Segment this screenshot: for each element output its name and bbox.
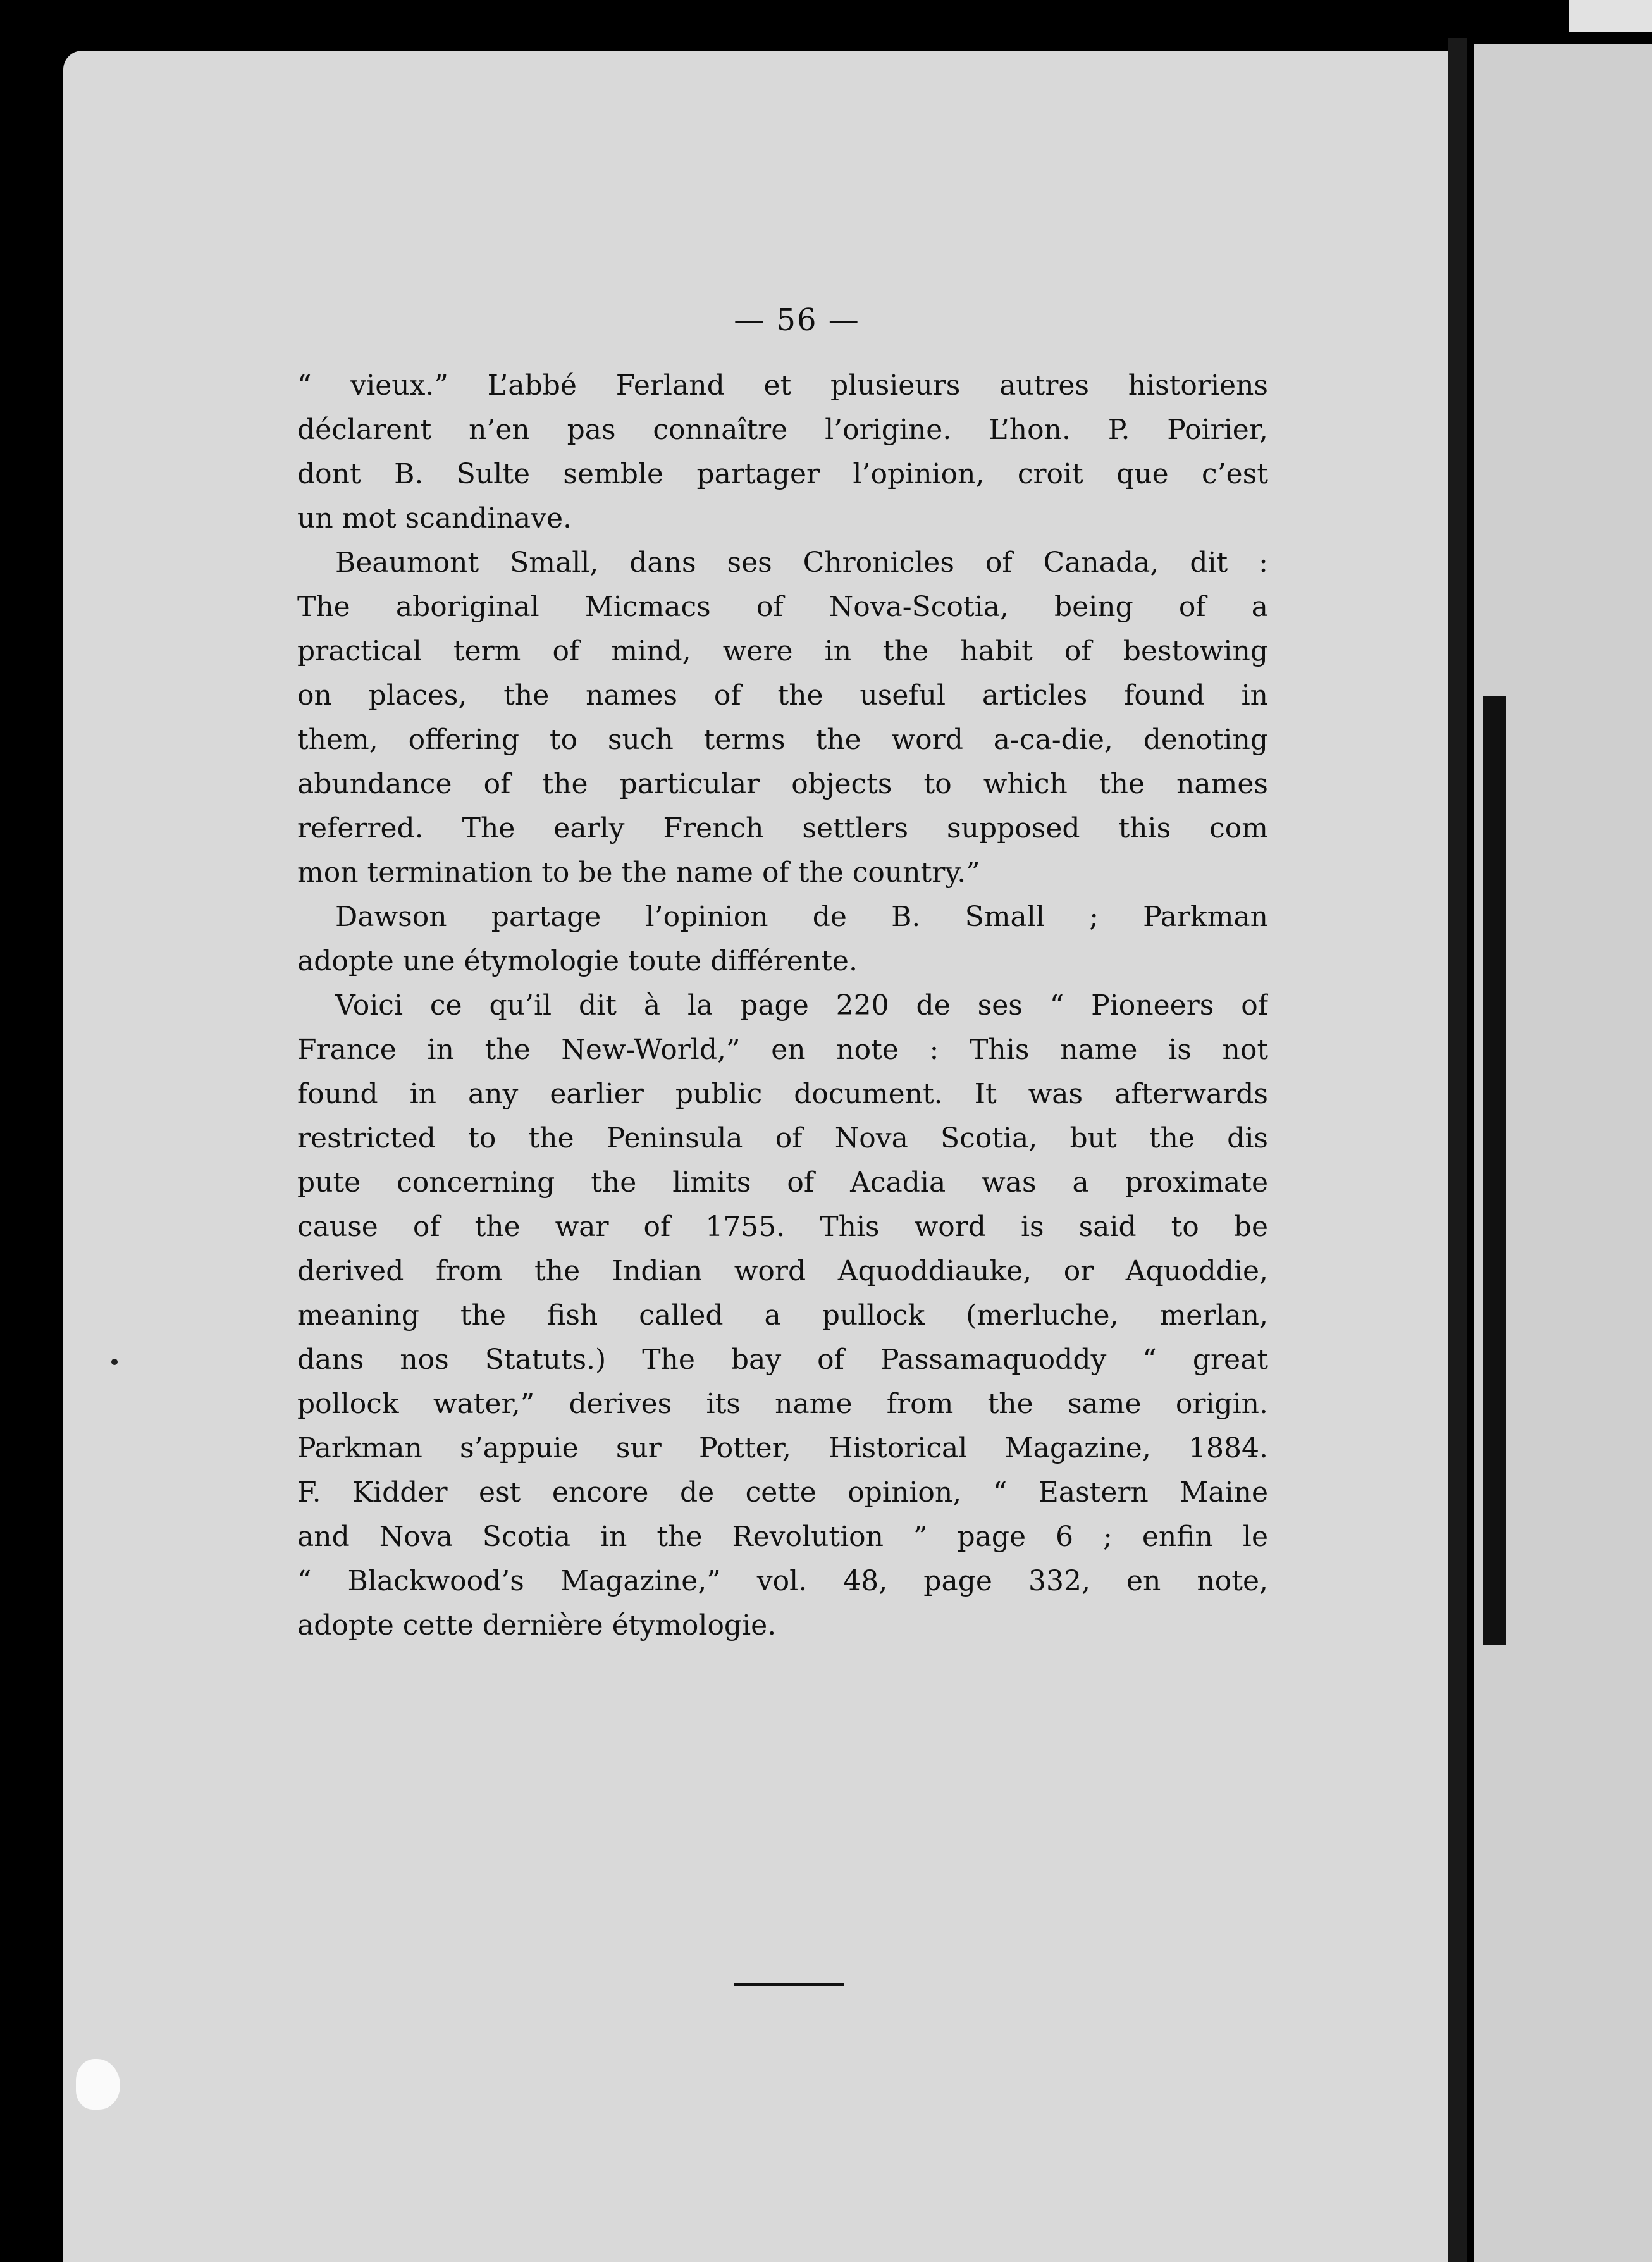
text-line: meaning the fish called a pullock (merluche, merlan, — [297, 1299, 1268, 1332]
text-line: referred. The early French settlers supposed this com — [297, 812, 1268, 844]
text-line: on places, the names of the useful articles found in — [297, 679, 1268, 712]
text-line: adopte une étymologie toute différente. — [297, 945, 858, 977]
section-end-rule — [734, 1983, 844, 1986]
text-line: practical term of mind, were in the habit of bestowing — [297, 635, 1268, 667]
text-line: un mot scandinave. — [297, 502, 572, 535]
text-line: adopte cette dernière étymologie. — [297, 1609, 777, 1641]
text-line: Voici ce qu’il dit à la page 220 de ses “ Pioneers of — [335, 989, 1268, 1022]
text-line: derived from the Indian word Aquoddiauke, or Aquoddie, — [297, 1255, 1268, 1287]
body-text — [297, 364, 1268, 1648]
text-line: them, offering to such terms the word a-ca-die, denoting — [297, 724, 1268, 756]
book-spine-shadow — [1448, 38, 1467, 2262]
text-line: pollock water,” derives its name from the same origin. — [297, 1388, 1268, 1420]
facing-page-shadow — [1483, 696, 1506, 1645]
text-line: France in the New-World,” en note : This name is not — [297, 1034, 1268, 1066]
text-line: Dawson partage l’opinion de B. Small ; Parkman — [335, 901, 1268, 933]
text-line: F. Kidder est encore de cette opinion, “ Eastern Maine — [297, 1476, 1268, 1509]
text-line: abundance of the particular objects to which the names — [297, 768, 1268, 800]
text-line: and Nova Scotia in the Revolution ” page 6 ; enfin le — [297, 1521, 1268, 1553]
margin-speck — [111, 1359, 118, 1365]
paper-blemish — [76, 2059, 120, 2110]
text-line: “ vieux.” L’abbé Ferland et plusieurs autres historiens — [297, 369, 1268, 402]
text-line: Parkman s’appuie sur Potter, Historical Magazine, 1884. — [297, 1432, 1268, 1464]
text-line: “ Blackwood’s Magazine,” vol. 48, page 332, en note, — [297, 1565, 1268, 1597]
page-number: — 56 — — [734, 302, 860, 338]
text-line: restricted to the Peninsula of Nova Scotia, but the dis — [297, 1122, 1268, 1154]
text-line: mon termination to be the name of the country.” — [297, 856, 980, 889]
text-line: The aboriginal Micmacs of Nova-Scotia, being of a — [297, 591, 1268, 623]
corner-scan-artifact — [1569, 0, 1652, 32]
text-line: pute concerning the limits of Acadia was a proximate — [297, 1166, 1268, 1199]
text-line: déclarent n’en pas connaître l’origine. L’hon. P. Poirier, — [297, 414, 1268, 446]
text-line: cause of the war of 1755. This word is said to be — [297, 1211, 1268, 1243]
text-line: dans nos Statuts.) The bay of Passamaquoddy “ great — [297, 1344, 1268, 1376]
text-line: found in any earlier public document. It was afterwards — [297, 1078, 1268, 1110]
text-line: Beaumont Small, dans ses Chronicles of Canada, dit : — [335, 547, 1268, 579]
text-line: dont B. Sulte semble partager l’opinion, croit que c’est — [297, 458, 1268, 490]
